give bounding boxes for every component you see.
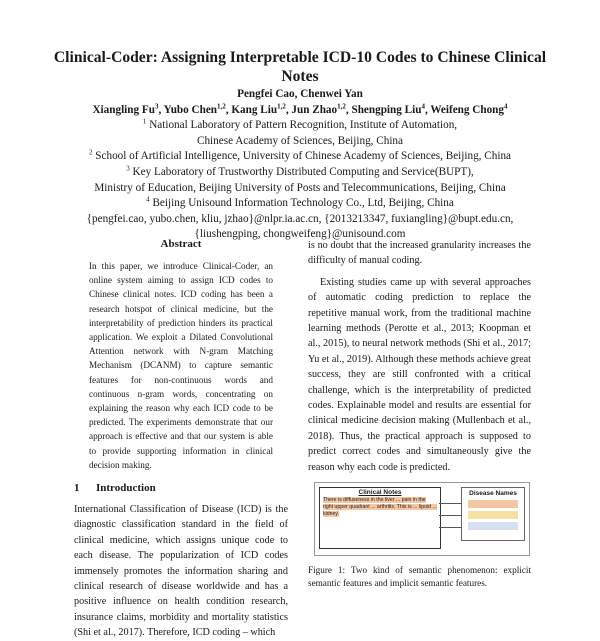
figure-arrow	[439, 503, 461, 504]
author-affiliation-mark: 4	[421, 101, 425, 110]
affiliation-line	[30, 118, 570, 134]
author-affiliation-mark: 1,2	[277, 101, 286, 110]
author-name: Weifeng Chong	[430, 103, 505, 116]
left-column	[74, 238, 288, 641]
figure-notes-heading: Clinical Notes	[358, 489, 402, 496]
author-affiliation-mark: 1,2	[217, 101, 226, 110]
affiliation-text: School of Artificial Intelligence, University of Chinese Academy of Sciences, Beijing, China	[95, 150, 511, 163]
author-name: Jun Zhao	[291, 103, 338, 116]
section-heading-introduction	[74, 482, 288, 494]
disease-name-slot	[468, 500, 518, 508]
figure-arrow	[439, 527, 461, 528]
author-name: Kang Liu	[231, 103, 278, 116]
figure-disease-names-box	[461, 487, 525, 541]
affiliation-line	[30, 181, 570, 197]
right-paragraph-1: is no doubt that the increased granularity increases the difficulty of manual coding.	[308, 240, 531, 267]
right-column	[308, 238, 531, 475]
figure-1	[314, 482, 530, 556]
affiliation-line	[30, 165, 570, 181]
author-name: Yubo Chen	[163, 103, 218, 116]
figure-names-heading: Disease Names	[469, 490, 517, 497]
author-block	[30, 87, 570, 243]
figure-arrow	[439, 515, 461, 516]
author-line-2: Xiangling Fu$^3$, Yubo Chen$^{1,2}$, Kang Liu$^{1,2}$, Jun Zhao$^{1,2}$, Shengping Liu$^4$, Weifeng Chong$^4$	[92, 101, 508, 116]
author-affiliation-mark: 1,2	[337, 101, 346, 110]
affiliation-mark: 1	[142, 117, 147, 126]
author-affiliation-mark: 4	[504, 101, 508, 110]
right-paragraph-2: Existing studies came up with several approaches of automatic coding prediction to replace the repetitive manual work, from the traditional machine learning methods (Perotte et al., 2013; Koopman et al., 2015), to neural network methods (Shi et al., 2017; Yu et al., 2019). Although these methods achieve great success, they are still confronted with a critical challenge, which is the interpretability of predicted codes. Explainable model and results are essential for clinical medicine decision making (Mullenbach et al., 2018). Thus, the practical approach is supposed to predict correct codes and simultaneously give the reason why each code is predicted.	[308, 276, 531, 473]
figure-notes-text	[320, 496, 440, 518]
affiliation-mark: 4	[146, 195, 150, 204]
figure-caption: Figure 1: Two kind of semantic phenomenon: explicit semantic features and implicit semantic features.	[308, 565, 531, 588]
affiliation-text: National Laboratory of Pattern Recognition, Institute of Automation,	[149, 119, 458, 132]
section-number: 1	[74, 482, 80, 495]
paper-title: Clinical-Coder: Assigning Interpretable ICD-10 Codes to Chinese Clinical Notes	[53, 49, 547, 85]
affiliation-mark: 2	[89, 148, 93, 157]
emails-line-1: {pengfei.cao, yubo.chen, kliu, jzhao}@nlpr.ia.ac.cn, {2013213347, fuxiangling}@bupt.edu.cn,	[86, 212, 514, 225]
affiliation-line	[30, 196, 570, 212]
affiliation-line	[30, 149, 570, 165]
emails-line-2: {liushengping, chongweifeng}@unisound.com	[194, 228, 406, 241]
figure-clinical-notes-box	[319, 487, 441, 549]
author-name: Xiangling Fu	[92, 103, 155, 116]
first-authors: Pengfei Cao, Chenwei Yan	[237, 88, 363, 100]
affiliation-text: Beijing Unisound Information Technology Co., Ltd, Beijing, China	[152, 197, 454, 210]
author-line-1	[30, 87, 570, 103]
author-affiliation-mark: 3	[154, 101, 159, 110]
affiliation-text: Chinese Academy of Sciences, Beijing, China	[197, 134, 403, 147]
abstract-text: In this paper, we introduce Clinical-Coder, an online system aiming to assign ICD codes to Chinese clinical notes. ICD coding has been a research hotspot of clinical medicine, but the interpretability of prediction hinders its practical application. We exploit a Dilated Convolutional Attention network with N-gram Matching Mechanism (DCANM) to capture semantic features for non-continuous words and continuous n-gram words, concentrating on explaining the reason why each ICD code to be predicted. The experiments demonstrate that our approach is effective and that our system is able to provide supporting information in clinical decision making.	[89, 261, 273, 470]
figure-notes-highlighted-text: There is diffuseness in the liver ... pain in the right upper quadrant ... arthritis. This is ... lipoid ... kidney.	[323, 497, 437, 517]
affiliations	[30, 118, 570, 212]
affiliation-text: Key Laboratory of Trustworthy Distributed Computing and Service(BUPT),	[132, 165, 474, 178]
abstract-heading: Abstract	[160, 238, 202, 250]
affiliation-line	[30, 134, 570, 150]
affiliation-mark: 3	[126, 164, 130, 173]
affiliation-text: Ministry of Education, Beijing University of Posts and Telecommunications, Beijing, China	[94, 181, 506, 194]
intro-paragraph: International Classification of Disease (ICD) is the diagnostic classification standard in the field of clinical medicine, which assigns unique code to each disease. The popularization of ICD codes immensely promotes the information sharing and clinical research of disease worldwide and has a positive influence on health condition research, insurance claims, morbidity and mortality statistics (Shi et al., 2017). Therefore, ICD coding – which	[74, 504, 288, 639]
author-name: Shengping Liu	[351, 103, 422, 116]
disease-name-slot	[468, 522, 518, 530]
disease-name-slot	[468, 511, 518, 519]
section-title: Introduction	[96, 482, 156, 495]
